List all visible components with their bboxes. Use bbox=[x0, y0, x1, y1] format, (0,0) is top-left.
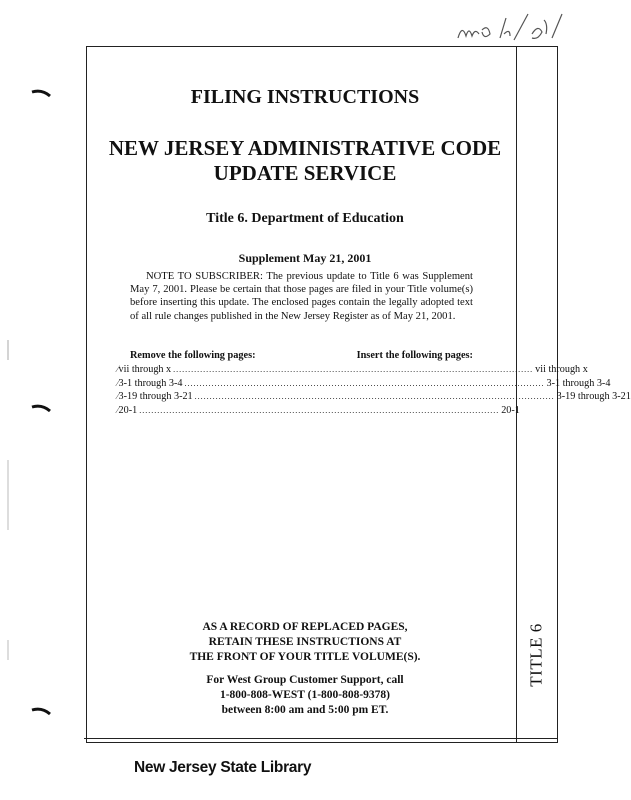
support-hours: between 8:00 am and 5:00 pm ET. bbox=[221, 704, 389, 716]
remove-range: 20-1 bbox=[118, 404, 138, 416]
scan-edge-marks bbox=[6, 0, 12, 800]
check-mark-icon: ⁄ bbox=[117, 391, 119, 402]
leader-dots: ........................................................................................................................ bbox=[194, 392, 555, 402]
remove-pages-header: Remove the following pages: bbox=[130, 350, 256, 361]
subscriber-note-text: NOTE TO SUBSCRIBER: The previous update to Title 6 was Supplement May 7, 2001. Please be certain that those pages are filed in your Title volume(s) before inserting this update. The enclosed pages contain the legally adopted text of all rule changes published in the New Jersey Register as of May 21, 2001. bbox=[130, 271, 473, 322]
record-notice bbox=[100, 620, 510, 665]
support-phone: 1-800-808-WEST (1-800-808-9378) bbox=[219, 689, 391, 701]
customer-support-info bbox=[100, 673, 510, 718]
page-list-row bbox=[117, 404, 520, 419]
insert-range: 3-1 through 3-4 bbox=[546, 377, 611, 389]
title-line: Title 6. Department of Education bbox=[206, 211, 404, 226]
title-tab-label: TITLE 6 bbox=[527, 623, 547, 687]
code-title-line-1: NEW JERSEY ADMINISTRATIVE CODE bbox=[108, 136, 502, 160]
title-tab bbox=[517, 600, 557, 710]
record-notice-line-3: THE FRONT OF YOUR TITLE VOLUME(S). bbox=[189, 651, 421, 663]
code-title bbox=[100, 136, 510, 186]
leader-dots: ........................................................................................................................ bbox=[139, 405, 500, 415]
hole-punch-icon bbox=[30, 700, 52, 722]
code-title-line-2: UPDATE SERVICE bbox=[213, 161, 397, 185]
page-list bbox=[117, 364, 631, 418]
leader-dots: ........................................................................................................................ bbox=[184, 378, 545, 388]
check-mark-icon: ⁄ bbox=[117, 404, 119, 415]
page-list-row bbox=[117, 364, 588, 378]
insert-range: 3-19 through 3-21 bbox=[556, 391, 631, 403]
insert-range: vii through x bbox=[535, 364, 588, 375]
leader-dots: ........................................................................................................................ bbox=[173, 365, 534, 374]
record-notice-line-1: AS A RECORD OF REPLACED PAGES, bbox=[202, 621, 408, 633]
hole-punch-icon bbox=[30, 78, 52, 100]
remove-range: 3-19 through 3-21 bbox=[118, 391, 193, 403]
page-list-row bbox=[117, 391, 631, 405]
handwritten-initials-icon bbox=[452, 8, 572, 48]
subscriber-note bbox=[130, 270, 473, 323]
page-list-row bbox=[117, 377, 611, 392]
frame-double-rule bbox=[84, 738, 558, 739]
record-notice-line-2: RETAIN THESE INSTRUCTIONS AT bbox=[208, 636, 402, 648]
remove-range: vii through x bbox=[118, 364, 172, 375]
library-stamp: New Jersey State Library bbox=[134, 759, 312, 776]
hole-punch-icon bbox=[30, 397, 52, 419]
insert-pages-header: Insert the following pages: bbox=[356, 350, 473, 361]
page-title: FILING INSTRUCTIONS bbox=[190, 86, 420, 108]
remove-range: 3-1 through 3-4 bbox=[118, 377, 183, 389]
check-mark-icon: ⁄ bbox=[117, 364, 119, 374]
insert-range: 20-1 bbox=[501, 404, 520, 416]
support-line-1: For West Group Customer Support, call bbox=[206, 674, 404, 686]
supplement-date: Supplement May 21, 2001 bbox=[238, 251, 372, 265]
check-mark-icon: ⁄ bbox=[117, 377, 119, 388]
